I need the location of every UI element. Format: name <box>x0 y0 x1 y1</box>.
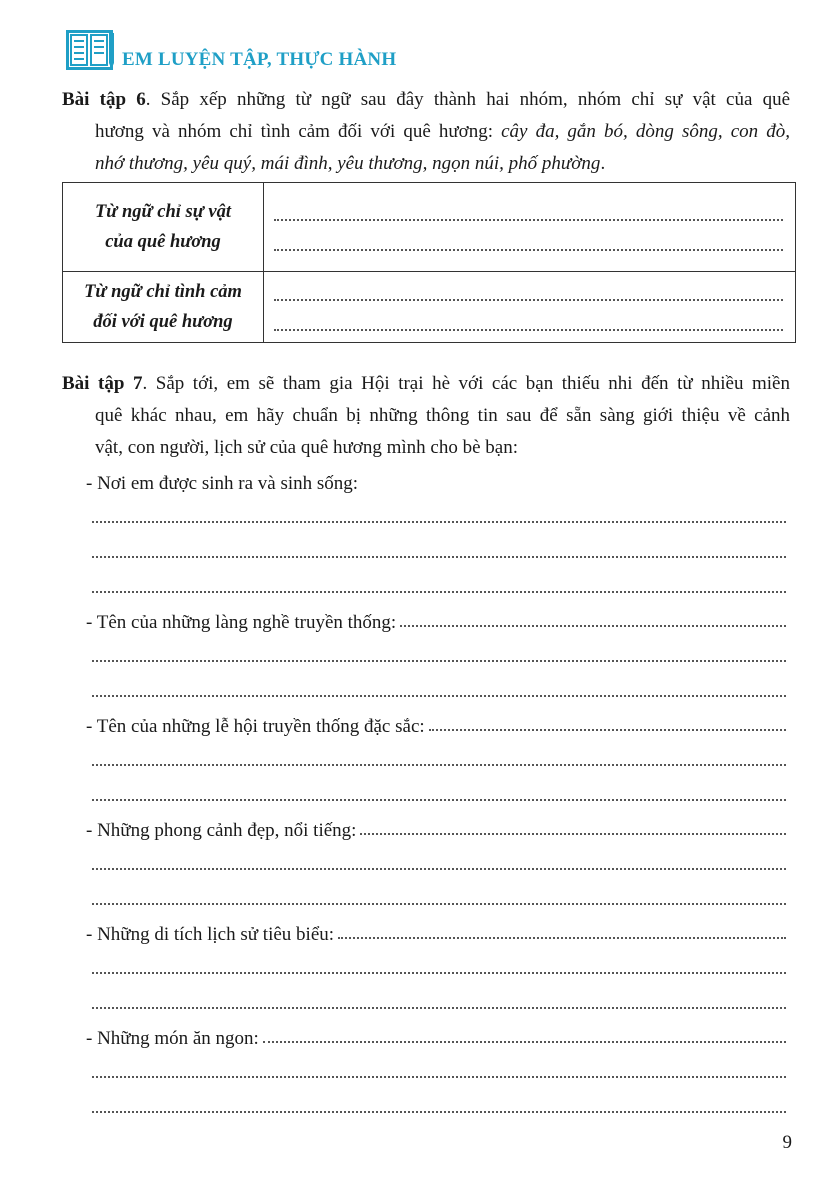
exercise-6-line-3: nhớ thương, yêu quý, mái đình, yêu thương, ngọn núi, phố phường. <box>95 153 606 174</box>
answer-line[interactable] <box>86 1050 786 1085</box>
answer-line[interactable] <box>86 773 786 808</box>
question-6 <box>86 1016 786 1120</box>
book-icon <box>66 30 116 70</box>
question-2-text: - Tên của những làng nghề truyền thống: <box>86 612 397 633</box>
answer-line[interactable] <box>86 530 786 565</box>
answer-line[interactable] <box>338 937 786 939</box>
exercise-7-label: Bài tập 7 <box>62 373 143 394</box>
section-header <box>66 30 396 70</box>
word-sort-table <box>62 182 796 343</box>
answer-line[interactable] <box>86 738 786 773</box>
answer-line[interactable] <box>274 307 783 337</box>
page-number: 9 <box>782 1132 792 1153</box>
row-label-feelings: Từ ngữ chỉ tình cảm đối với quê hương <box>63 272 264 343</box>
question-5 <box>86 912 786 1016</box>
question-3-text: - Tên của những lễ hội truyền thống đặc sắc: <box>86 716 425 737</box>
answer-line[interactable] <box>86 946 786 981</box>
answer-line[interactable] <box>274 197 783 227</box>
exercise-6-prompt <box>62 84 790 180</box>
section-title: EM LUYỆN TẬP, THỰC HÀNH <box>122 49 397 70</box>
answer-line[interactable] <box>86 842 786 877</box>
table-row <box>63 183 796 272</box>
exercise-7-line-1: Bài tập 7. Sắp tới, em sẽ tham gia Hội trại hè với các bạn thiếu nhi đến từ nhiều miền <box>62 373 790 394</box>
answer-line[interactable] <box>429 729 786 731</box>
question-4-text: - Những phong cảnh đẹp, nổi tiếng: <box>86 820 357 841</box>
answer-line[interactable] <box>274 277 783 307</box>
exercise-7-line-2: quê khác nhau, em hãy chuẩn bị những thông tin sau để sẵn sàng giới thiệu về cảnh <box>95 405 790 426</box>
answer-cell-feelings[interactable] <box>264 272 796 343</box>
answer-line[interactable] <box>86 565 786 600</box>
question-4 <box>86 808 786 912</box>
exercise-6-label: Bài tập 6 <box>62 89 146 110</box>
answer-cell-things[interactable] <box>264 183 796 272</box>
question-6-text: - Những món ăn ngon: <box>86 1028 259 1049</box>
exercise-7-prompt <box>62 368 790 464</box>
row-label-things: Từ ngữ chỉ sự vật của quê hương <box>63 183 264 272</box>
answer-line[interactable] <box>86 877 786 912</box>
exercise-6-line-1: Bài tập 6. Sắp xếp những từ ngữ sau đây thành hai nhóm, nhóm chỉ sự vật của quê <box>62 89 790 110</box>
answer-line[interactable] <box>86 1085 786 1120</box>
question-5-text: - Những di tích lịch sử tiêu biểu: <box>86 924 335 945</box>
question-1 <box>86 461 786 600</box>
answer-line[interactable] <box>274 227 783 257</box>
answer-line[interactable] <box>86 669 786 704</box>
table-row <box>63 272 796 343</box>
question-3 <box>86 704 786 808</box>
question-2 <box>86 600 786 704</box>
exercise-7-line-3: vật, con người, lịch sử của quê hương mình cho bè bạn: <box>95 437 518 458</box>
exercise-6-line-2: hương và nhóm chỉ tình cảm đối với quê hương: cây đa, gắn bó, dòng sông, con đò, <box>95 121 790 142</box>
answer-line[interactable] <box>263 1041 786 1043</box>
answer-line[interactable] <box>360 833 786 835</box>
answer-line[interactable] <box>400 625 786 627</box>
answer-line[interactable] <box>86 981 786 1016</box>
answer-line[interactable] <box>86 495 786 530</box>
answer-line[interactable] <box>86 634 786 669</box>
question-1-text: - Nơi em được sinh ra và sinh sống: <box>86 473 359 494</box>
